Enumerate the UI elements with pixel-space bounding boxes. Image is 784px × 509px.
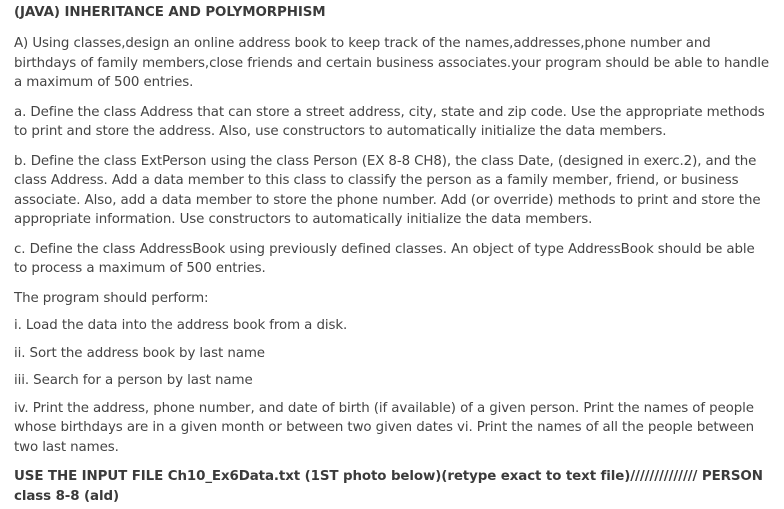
task-i: i. Load the data into the address book from a disk. [14, 318, 348, 333]
document-heading: (JAVA) INHERITANCE AND POLYMORPHISM [14, 5, 326, 20]
input-file-note: USE THE INPUT FILE Ch10_Ex6Data.txt (1ST photo below)(retype exact to text file)////////////// PERSON class 8-8 (ald) [14, 469, 763, 504]
task-ii: ii. Sort the address book by last name [14, 345, 265, 361]
task-iv: iv. Print the address, phone number, and date of birth (if available) of a given person. Print the names of people whose birthdays are in a given month or between two given dates vi. Print the names of all the people between two last names. [14, 400, 755, 455]
part-c-paragraph: c. Define the class AddressBook using previously defined classes. An object of type AddressBook should be able to process a maximum of 500 entries. [14, 241, 755, 276]
intro-paragraph: A) Using classes,design an online address book to keep track of the names,addresses,phone number and birthdays of family members,close friends and certain business associates.your program should be able to handle a maximum of 500 entries. [14, 36, 770, 90]
part-b-paragraph: b. Define the class ExtPerson using the class Person (EX 8-8 CH8), the class Date, (designed in exerc.2), and the class Address. Add a data member to this class to classify the person as a family member, friend, or business associate. Also, add a data member to store the phone number. Add (or override) methods to print and store the appropriate information. Use constructors to automatically initialize the data members. [14, 153, 761, 227]
program-perform-label: The program should perform: [14, 290, 209, 306]
part-a-paragraph: a. Define the class Address that can store a street address, city, state and zip code. Use the appropriate methods to print and store the address. Also, use constructors to automatically initialize the data members. [14, 104, 765, 139]
task-iii: iii. Search for a person by last name [14, 373, 253, 388]
